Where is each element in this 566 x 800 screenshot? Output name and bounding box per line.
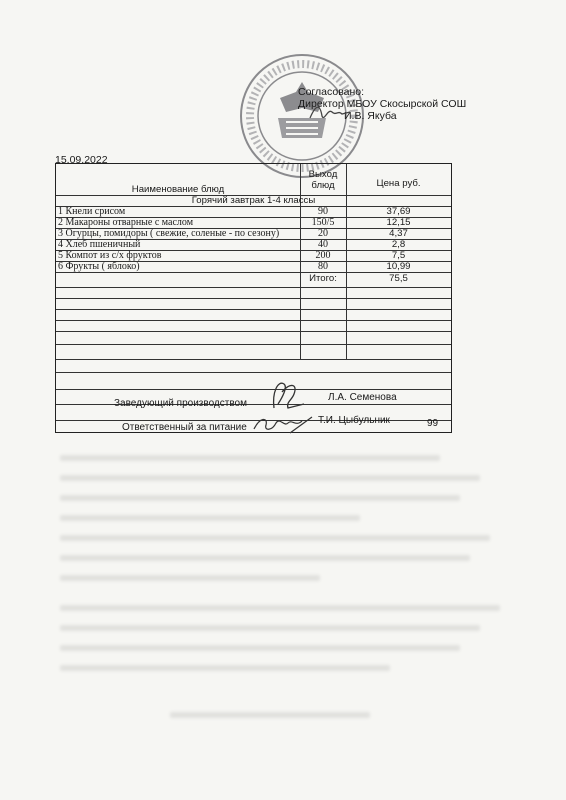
row-1-price: 37,69 xyxy=(386,206,411,217)
row-1-yield: 90 xyxy=(318,206,328,217)
header-price: Цена руб. xyxy=(376,178,421,189)
nutrition-name: Т.И. Цыбульник xyxy=(318,415,390,426)
page-number: 99 xyxy=(427,418,439,429)
row-6-name: 6 Фрукты ( яблоко) xyxy=(58,261,140,272)
row-4-price: 2,8 xyxy=(391,239,406,250)
total-label: Итого: xyxy=(309,273,337,284)
row-2-price: 12,15 xyxy=(386,217,411,228)
row-4-yield: 40 xyxy=(318,239,328,250)
row-5-name: 5 Компот из с/х фруктов xyxy=(58,250,162,261)
production-name: Л.А. Семенова xyxy=(328,392,397,403)
total-value: 75,5 xyxy=(389,273,408,284)
row-6-price: 10,99 xyxy=(386,261,411,272)
row-3-yield: 20 xyxy=(318,228,328,239)
row-2-name: 2 Макароны отварные с маслом xyxy=(58,217,194,228)
nutrition-label: Ответственный за питание xyxy=(122,422,247,433)
row-3-price: 4,37 xyxy=(389,228,408,239)
row-4-name: 4 Хлеб пшеничный xyxy=(58,239,141,250)
approval-position: Директор МБОУ Скосырской СОШ xyxy=(298,98,467,110)
header-yield-2: блюд xyxy=(311,180,335,191)
approval-title: Согласовано: xyxy=(298,86,365,98)
document-date: 15.09.2022 xyxy=(55,154,108,166)
row-2-yield: 150/5 xyxy=(311,217,335,228)
approval-person: И.В. Якуба xyxy=(344,110,397,122)
section-title: Горячий завтрак 1-4 классы xyxy=(191,195,316,206)
production-signature xyxy=(268,378,308,412)
production-label: Заведующий производством xyxy=(114,398,247,409)
director-signature xyxy=(308,100,352,126)
row-5-yield: 200 xyxy=(315,250,331,261)
header-yield-1: Выход xyxy=(308,169,338,180)
header-name: Наименование блюд xyxy=(131,184,225,195)
row-6-yield: 80 xyxy=(318,261,328,272)
row-1-name: 1 Кнели срисом xyxy=(58,206,126,217)
nutrition-signature xyxy=(250,413,314,437)
row-3-name: 3 Огурцы, помидоры ( свежие, соленые - по сезону) xyxy=(58,228,280,239)
menu-table xyxy=(55,163,452,433)
row-5-price: 7,5 xyxy=(391,250,406,261)
